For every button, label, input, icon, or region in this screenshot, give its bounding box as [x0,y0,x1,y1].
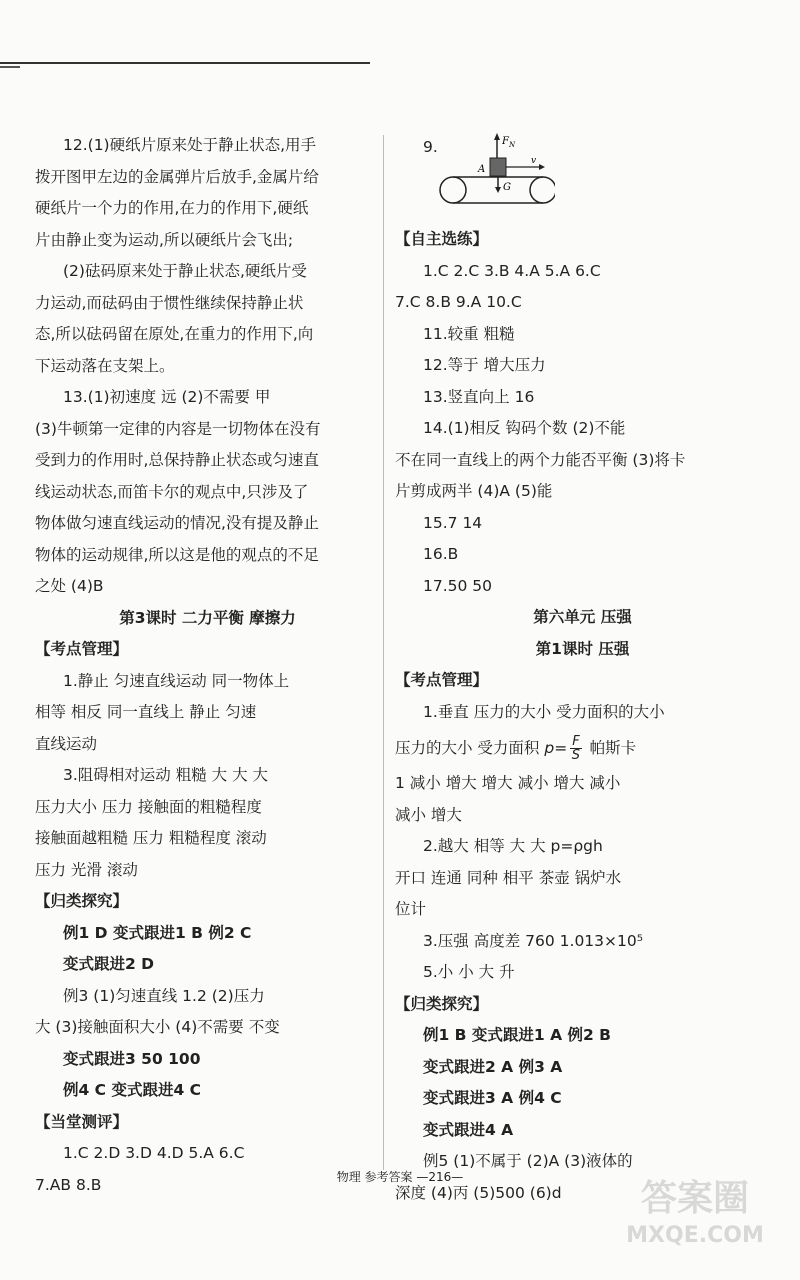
text-line: 11.较重 粗糙 [423,324,515,343]
velocity-label: v [531,156,537,166]
text-line: 16.B [423,545,459,563]
fraction-numerator: F [572,734,580,749]
question-number: 9. [423,138,438,156]
section-heading: 【当堂测评】 [35,1112,129,1131]
formula-suffix: 帕斯卡 [584,739,637,757]
section-heading: 【考点管理】 [35,640,129,658]
header-rule-accent [0,66,20,68]
question-9-block [395,130,770,224]
text-line: 7.AB 8.B [35,1175,102,1194]
text-line: 减小 增大 [395,805,462,824]
text-line: 14.(1)相反 钩码个数 (2)不能 [423,419,626,437]
watermark-logo [620,1164,770,1252]
text-line: 1 减小 增大 增大 减小 增大 减小 [395,774,621,792]
section-heading: 【考点管理】 [395,671,489,689]
text-line: 片由静止变为运动,所以硬纸片会飞出; [35,230,294,249]
text-line: 2.越大 相等 大 大 p=ρgh [423,837,603,855]
block-a-label: A [478,164,486,175]
text-line: 硬纸片一个力的作用,在力的作用下,硬纸 [35,199,309,217]
text-line: 1.垂直 压力的大小 受力面积的大小 [423,702,665,721]
right-roller [530,177,555,203]
text-line: 1.静止 匀速直线运动 同一物体上 [63,671,290,690]
column-divider [383,135,384,1170]
header-rule [0,62,370,64]
text-line: 变式跟进3 A 例4 C [423,1089,562,1107]
watermark-text: 答案圈 [640,1178,750,1219]
text-line: 例1 B 变式跟进1 A 例2 B [423,1026,611,1044]
text-line: 1.C 2.D 3.D 4.D 5.A 6.C [63,1144,245,1162]
text-line: 17.50 50 [423,576,493,595]
text-line: 受到力的作用时,总保持静止状态或匀速直 [35,451,319,469]
text-line: 压力大小 压力 接触面的粗糙程度 [35,797,262,816]
text-line: 变式跟进4 A [423,1120,514,1139]
conveyor-belt-diagram [435,130,555,214]
text-line: 大 (3)接触面积大小 (4)不需要 不变 [35,1018,280,1036]
text-line: 接触面越粗糙 压力 粗糙程度 滚动 [35,829,267,847]
fraction-denominator: S [571,748,581,763]
text-line: 12.等于 增大压力 [423,356,546,374]
text-line: 相等 相反 同一直线上 静止 匀速 [35,703,257,721]
text-line: 3.阻碍相对运动 粗糙 大 大 大 [63,766,268,784]
text-line: 物体做匀速直线运动的情况,没有提及静止 [35,514,319,532]
text-line: 拨开图甲左边的金属弹片后放手,金属片给 [35,167,319,186]
fraction [570,735,581,762]
text-line: 15.7 14 [423,513,483,532]
text-line: 位计 [395,900,427,918]
normal-force-arrowhead [494,133,500,140]
text-line: (3)牛顿第一定律的内容是一切物体在没有 [35,419,321,438]
text-line: 3.压强 高度差 760 1.013×10⁵ [423,931,643,950]
right-column [395,130,770,1209]
text-line: 之处 (4)B [35,577,104,595]
block-a [490,158,506,176]
text-line: 变式跟进2 D [63,955,155,973]
text-line: 不在同一直线上的两个力能否平衡 (3)将卡 [395,450,686,469]
velocity-arrowhead [539,164,545,170]
formula-line [395,728,770,768]
text-line: 13.(1)初速度 远 (2)不需要 甲 [63,388,271,406]
text-line: 12.(1)硬纸片原来处于静止状态,用手 [63,136,317,154]
formula-prefix: 压力的大小 受力面积 [395,739,545,757]
page-footer: 物理 参考答案 —216— [336,1170,464,1184]
text-line: 变式跟进3 50 100 [63,1049,201,1068]
text-line: 例1 D 变式跟进1 B 例2 C [63,923,252,942]
gravity-label: G [503,182,511,193]
text-line: 例3 (1)匀速直线 1.2 (2)压力 [63,986,265,1005]
text-line: (2)砝码原来处于静止状态,硬纸片受 [63,262,307,280]
text-line: 片剪成两半 (4)A (5)能 [395,482,553,500]
text-line: 深度 (4)丙 (5)500 (6)d [395,1183,562,1202]
text-line: 线运动状态,而笛卡尔的观点中,只涉及了 [35,482,309,501]
section-heading: 【自主选练】 [395,230,489,248]
unit-heading: 第六单元 压强 [533,608,632,626]
text-line: 13.竖直向上 16 [423,387,535,406]
left-roller [440,177,466,203]
text-line: 物体的运动规律,所以这是他的观点的不足 [35,545,319,564]
watermark-url: MXQE.COM [626,1223,764,1248]
text-line: 例4 C 变式跟进4 C [63,1081,202,1099]
text-line: 7.C 8.B 9.A 10.C [395,293,522,311]
text-line: 直线运动 [35,734,98,753]
text-line: 变式跟进2 A 例3 A [423,1057,563,1076]
section-heading: 【归类探究】 [35,892,129,910]
section-heading: 【归类探究】 [395,994,489,1013]
formula-p: p= [544,739,568,757]
text-line: 1.C 2.C 3.B 4.A 5.A 6.C [423,261,601,280]
text-line: 5.小 小 大 升 [423,963,515,981]
text-line: 态,所以砝码留在原处,在重力的作用下,向 [35,325,314,343]
text-line: 例5 (1)不属于 (2)A (3)液体的 [423,1152,633,1170]
gravity-arrowhead [495,187,501,193]
lesson-heading: 第3课时 二力平衡 摩擦力 [119,608,296,627]
lesson-heading: 第1课时 压强 [535,639,630,658]
text-line: 力运动,而砝码由于惯性继续保持静止状 [35,293,304,312]
text-line: 开口 连通 同种 相平 茶壶 锅炉水 [395,868,622,887]
text-line: 下运动落在支架上。 [35,356,175,375]
left-column [35,130,380,1201]
text-line: 压力 光滑 滚动 [35,860,138,879]
normal-force-label: $F_N$ [502,136,516,149]
